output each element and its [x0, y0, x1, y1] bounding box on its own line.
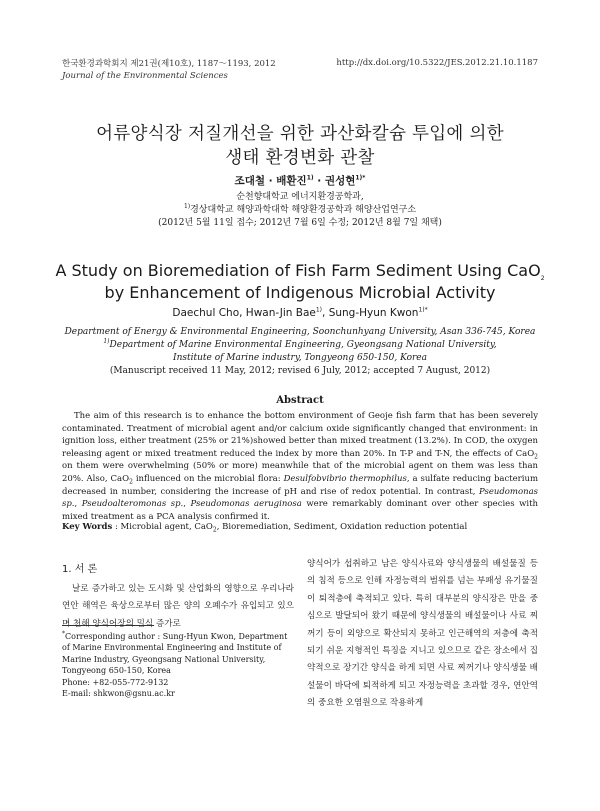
- affiliation-en-line2: Department of Marine Environmental Engineering, Gyeongsang National University,: [109, 340, 497, 350]
- keywords-text-b: , Bioremediation, Sediment, Oxidation reduction potential: [216, 522, 468, 532]
- title-korean-line1: 어류양식장 저질개선을 위한 과산화칼슘 투입에 의한: [96, 124, 504, 144]
- corresponding-author-footnote: [62, 625, 294, 699]
- title-english-sub: 2: [540, 275, 545, 283]
- species-name-4: Pseudomonas aeruginosa: [190, 499, 302, 510]
- title-english: [0, 260, 600, 304]
- journal-name-en: Journal of the Environmental Sciences: [62, 71, 228, 81]
- affiliation-en-line3: Institute of Marine industry, Tongyeong 650-150, Korea: [173, 353, 427, 363]
- abstract-sep-2: ,: [183, 499, 191, 510]
- affiliation-ko-sup: 1): [183, 203, 191, 210]
- species-name-1: Desulfobvibrio thermophilus: [283, 473, 407, 484]
- affiliation-ko-line1: 순천향대학교 에너지환경공학과,: [236, 192, 364, 202]
- author-names-en: Daechul Cho, Hwan-Jin Bae: [172, 307, 316, 319]
- species-name-2: Pseudomonas sp.: [62, 486, 538, 510]
- abstract-sub-1: 2: [534, 453, 538, 461]
- footnote-author: Corresponding author : Sung-Hyun Kwon, Department of Marine Environmental Engineering and Institute of Marine Industry, Gyeongsang National University, Tongyeong 650-150, Korea: [62, 632, 288, 676]
- keywords-sub: 2: [212, 526, 217, 534]
- author-sup-ko-2: 1)*: [355, 174, 366, 182]
- footnote-phone: Phone: +82-055-772-9132: [62, 677, 169, 687]
- abstract-text-1: The aim of this research is to enhance the bottom environment of Geoje fish farm that has been severely contaminated. Treatment of microbial agent and/or calcium oxide significantly changed that environment: in ignition loss, either treatment (25% or 21%)showed better than mixed treatment (13.2%). In COD, the oxygen releasing agent or mixed treatment reduced the index by more than 20%. In T-P and T-N, the effects of CaO: [62, 411, 538, 459]
- keywords: [62, 521, 538, 533]
- title-korean-line2: 생태 환경변화 관찰: [225, 148, 375, 168]
- footnote-email[interactable]: E-mail: shkwon@gsnu.ac.kr: [62, 689, 175, 699]
- footnote-star: *: [62, 630, 65, 638]
- affiliation-en-sup: 1): [103, 338, 110, 345]
- journal-name-ko: 한국환경과학회지 제21권(제10호), 1187～1193, 2012: [62, 59, 276, 69]
- author-sep-ko: · 권성현: [313, 175, 356, 187]
- affiliation-korean: [0, 191, 600, 230]
- journal-header: [62, 58, 276, 82]
- keywords-text-a: : Microbial agent, CaO: [112, 522, 213, 532]
- abstract-heading: Abstract: [276, 395, 324, 406]
- left-column: [62, 560, 294, 633]
- author-names-ko: 조대철 · 배환진: [234, 175, 307, 187]
- intro-paragraph-left: 날로 증가하고 있는 도시화 및 산업화의 영향으로 우리나라 연안 해역은 육상으로부터 많은 양의 오폐수가 유입되고 있으며 천해 양식어장의 밀식 증가로: [62, 584, 294, 629]
- abstract-text-3: influenced on the microbial flora:: [132, 473, 284, 484]
- footnote-rule: [62, 625, 154, 626]
- author-sup-ko-1: 1): [306, 174, 314, 182]
- manuscript-dates: (Manuscript received 11 May, 2012; revised 6 July, 2012; accepted 7 August, 2012): [109, 366, 491, 376]
- abstract-body: [62, 410, 538, 523]
- title-english-line2: by Enhancement of Indigenous Microbial Activity: [104, 283, 496, 302]
- abstract-sub-2: 2: [129, 478, 133, 486]
- affiliation-en-line1: Department of Energy & Environmental Engineering, Soonchunhyang University, Asan 336-745, Korea: [64, 327, 536, 337]
- keywords-label: Key Words: [62, 522, 113, 532]
- species-name-3: Pseudoalteromonas sp.: [81, 499, 184, 510]
- affiliation-ko-line2: 경상대학교 해양과학대학 해양환경공학과 해양산업연구소: [190, 205, 417, 215]
- title-english-line1: A Study on Bioremediation of Fish Farm Sediment Using CaO: [55, 261, 541, 280]
- dates-korean: (2012년 5월 11일 접수; 2012년 7월 6일 수정; 2012년 8월 7일 채택): [158, 218, 442, 228]
- right-column: [307, 556, 538, 713]
- author-sep-en: , Sung-Hyun Kwon: [322, 307, 419, 319]
- intro-paragraph-right: 양식어가 섭취하고 남은 양식사료와 양식생물의 배설물질 등의 침적 등으로 인해 자정능력의 범위를 넘는 부패성 유기물질이 퇴적층에 축적되고 있다. 특히 대부분의 양식장은 만을 중심으로 발달되어 왔기 때문에 양식생물의 배설물이나 사료 찌꺼기 등이 외양으로 확산되지 못하고 인근해역의 저층에 축적되기 쉬운 지형적인 특징을 지니고 있으므로 같은 장소에서 집약적으로 장기간 양식을 하게 되면 사료 찌꺼기나 양식생물 배설물이 바닥에 퇴적하게 되고 자정능력을 초과할 경우, 연안역의 중요한 오염원으로 작용하게: [307, 559, 538, 709]
- author-sup-en-1: 1): [315, 306, 323, 314]
- authors-korean: [0, 173, 600, 188]
- abstract-text-5: were remarkably dominant over other species with mixed treatment as a PCA analysis confirmed it.: [62, 499, 538, 522]
- authors-english: [0, 307, 600, 319]
- affiliation-english: [0, 326, 600, 378]
- abstract-sep-1: ,: [74, 499, 82, 510]
- abstract-text-2: on them were overwhelming (50% or more) meanwhile that of the microbial agent on them was less than 20%. Also, CaO: [62, 461, 538, 484]
- author-sup-en-2: 1)*: [418, 306, 428, 314]
- abstract-text-4: , a sulfate reducing bacterium decreased in number, considering the increase of pH and rise of redox potential. In contrast,: [62, 473, 539, 497]
- title-korean: [0, 122, 600, 170]
- section-heading-intro: 1. 서 론: [62, 564, 98, 575]
- doi-link[interactable]: http://dx.doi.org/10.5322/JES.2012.21.10.1187: [336, 58, 538, 68]
